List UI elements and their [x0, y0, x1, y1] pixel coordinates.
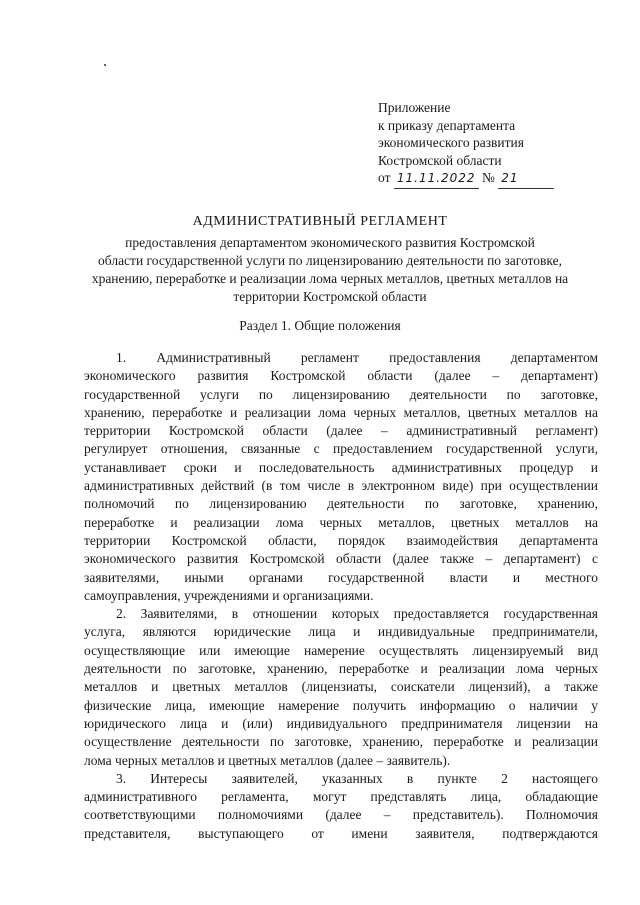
body-line: осуществляющие или имеющие намерение осуществлять лицензируемый вид	[84, 642, 598, 658]
body-line: услуга, являются юридические лица и индивидуальные предприниматели,	[84, 624, 598, 640]
document-subtitle	[70, 234, 590, 306]
subtitle-line: предоставления департаментом экономического развития Костромской	[125, 235, 535, 250]
appendix-line: экономического развития	[378, 135, 524, 150]
body-line: экономического развития Костромской области (далее также – департамент) с	[84, 551, 598, 567]
body-line: лома черных металлов и цветных металлов (далее – заявитель).	[84, 752, 451, 768]
body-line: территории Костромской области (далее – административный регламент)	[84, 423, 598, 439]
handwritten-date: 11.11.2022	[394, 170, 479, 189]
document-body	[84, 349, 598, 843]
body-line: переработке и реализации лома черных металлов, цветных металлов на	[84, 514, 598, 530]
document-title: АДМИНИСТРАТИВНЫЙ РЕГЛАМЕНТ	[192, 214, 448, 229]
body-line: административного регламента, могут представлять лица, обладающие	[84, 789, 598, 805]
body-line: 2. Заявителями, в отношении которых предоставляется государственная	[116, 606, 598, 622]
appendix-header	[378, 99, 554, 189]
body-line: металлов и цветных металлов (лицензиаты, соискатели лицензий), а также	[84, 679, 598, 695]
body-line: самоуправления, учреждениями и организациями.	[84, 587, 374, 603]
subtitle-line: области государственной услуги по лицензированию деятельности по заготовке,	[98, 253, 562, 268]
body-line: заявителями, иными органами государственной власти и местного	[84, 569, 598, 585]
body-line: деятельности по заготовке, хранению, переработке и реализации лома черных	[84, 661, 598, 677]
subtitle-line: территории Костромской области	[233, 289, 427, 304]
body-line: экономического развития Костромской области (далее – департамент)	[84, 368, 598, 384]
appendix-line: Костромской области	[378, 152, 502, 168]
body-line: представителя, выступающего от имени заявителя, подтверждаются	[84, 825, 598, 841]
body-line: юридического лица и (или) индивидуального предпринимателя лицензии на	[84, 715, 598, 731]
section-heading: Раздел 1. Общие положения	[239, 318, 401, 333]
body-line: 1. Административный регламент предоставления департаментом	[116, 350, 598, 365]
body-line: устанавливает сроки и последовательность административных процедур и	[84, 459, 598, 475]
body-line: физические лица, имеющие намерение получить информацию о наличии у	[84, 697, 598, 713]
body-line: полномочий по лицензированию деятельности по заготовке, хранению,	[84, 496, 598, 512]
subtitle-line: хранению, переработке и реализации лома черных металлов, цветных металлов на	[91, 271, 569, 286]
date-prefix: от	[378, 170, 391, 185]
appendix-line: к приказу департамента	[378, 117, 516, 133]
body-line: соответствующими полномочиями (далее – представитель). Полномочия	[84, 807, 598, 823]
body-line: 3. Интересы заявителей, указанных в пункте 2 настоящего	[116, 770, 598, 786]
appendix-date-line	[378, 169, 554, 189]
scan-speck	[104, 64, 106, 66]
appendix-line: Приложение	[378, 100, 451, 115]
body-line: хранению, переработке и реализации лома черных металлов, цветных металлов на	[84, 404, 598, 420]
number-prefix: №	[481, 170, 495, 185]
body-line: осуществление деятельности по заготовке, хранению, переработке и реализации	[84, 734, 598, 750]
handwritten-number: 21	[498, 170, 554, 189]
body-line: территории Костромской области, порядок взаимодействия департамента	[84, 532, 598, 548]
body-line: государственной услуги по лицензированию деятельности по заготовке,	[84, 386, 598, 402]
body-line: регулирует отношения, связанные с предоставлением государственной услуги,	[84, 441, 598, 457]
body-line: административных действий (в том числе в электронном виде) при осуществлении	[84, 478, 598, 494]
